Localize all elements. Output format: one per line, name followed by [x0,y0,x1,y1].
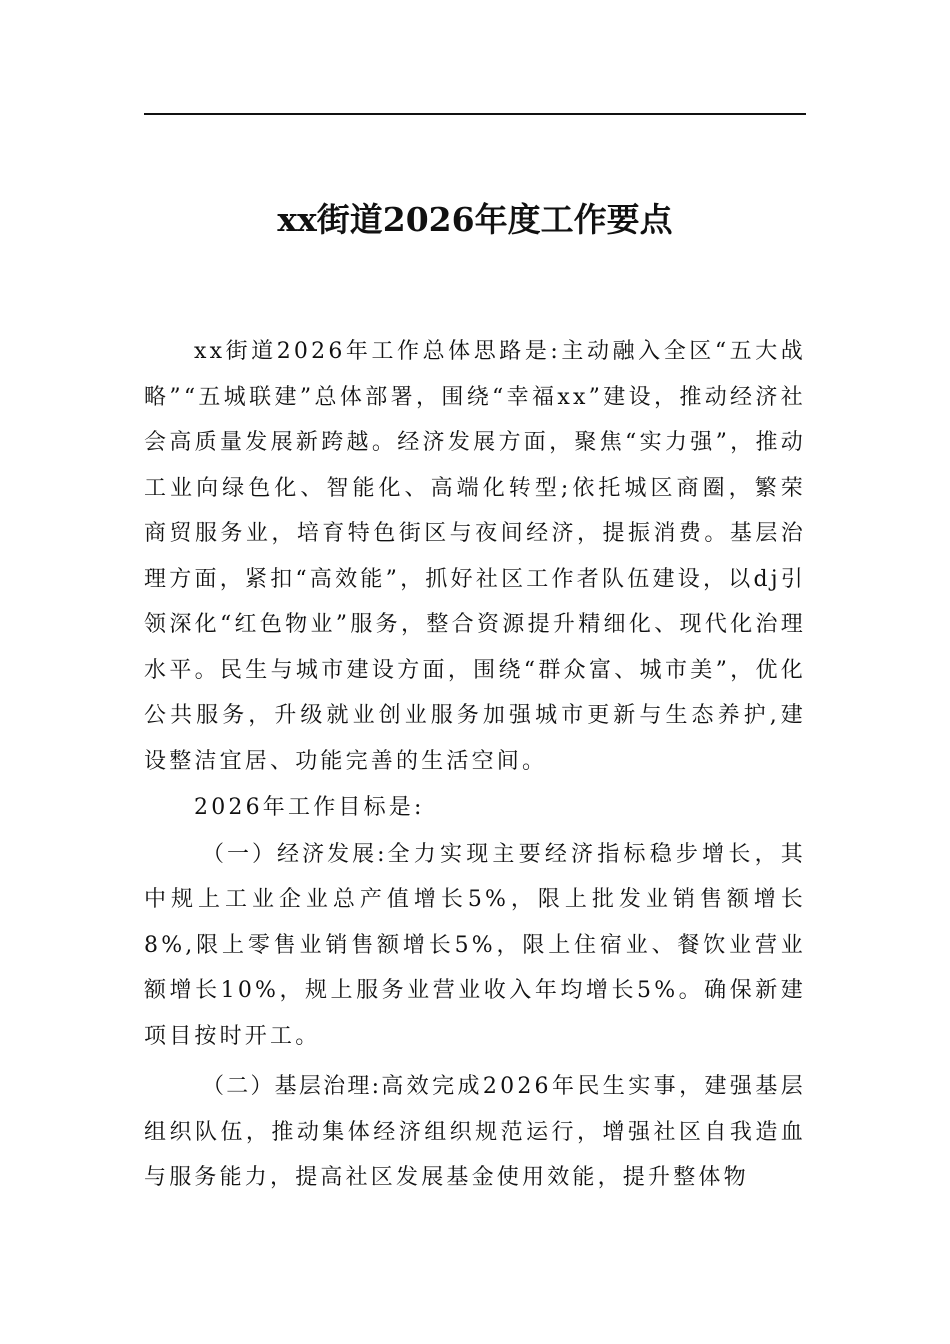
section-governance-lead: （二）基层治理: [202,1074,381,1099]
section-economy-lead: （一）经济发展: [202,841,387,867]
section-economy [144,832,806,1060]
header-rule [144,113,806,115]
intro-paragraph: xx街道2026年工作总体思路是:主动融入全区“五大战略”“五城联建”总体部署，围绕“幸福xx”建设，推动经济社会高质量发展新跨越。经济发展方面，聚焦“实力强”，推动工业向绿色化、智能化、高端化转型;依托城区商圈，繁荣商贸服务业，培育特色街区与夜间经济，提振消费。基层治理方面，紧扣“高效能”，抓好社区工作者队伍建设，以dj引领深化“红色物业”服务，整合资源提升精细化、现代化治理水平。民生与城市建设方面，围绕“群众富、城市美”，优化公共服务，升级就业创业服务加强城市更新与生态养护,建设整洁宜居、功能完善的生活空间。 [144,339,806,774]
section-economy-text: 全力实现主要经济指标稳步增长，其中规上工业企业总产值增长5%，限上批发业销售额增长8%,限上零售业销售额增长5%，限上住宿业、餐饮业营业额增长10%，规上服务业营业收入年均增长5%。确保新建项目按时开工。 [144,841,806,1049]
section-governance-text: 高效完成2026年民生实事，建强基层组织队伍，推动集体经济组织规范运行，增强社区自我造血与服务能力，提高社区发展基金使用效能，提升整体物 [144,1074,806,1190]
goals-heading: 2026年工作目标是: [194,795,425,820]
section-governance [144,1064,806,1201]
document-body [144,329,806,1201]
document-title: xx街道2026年度工作要点 [277,200,673,239]
